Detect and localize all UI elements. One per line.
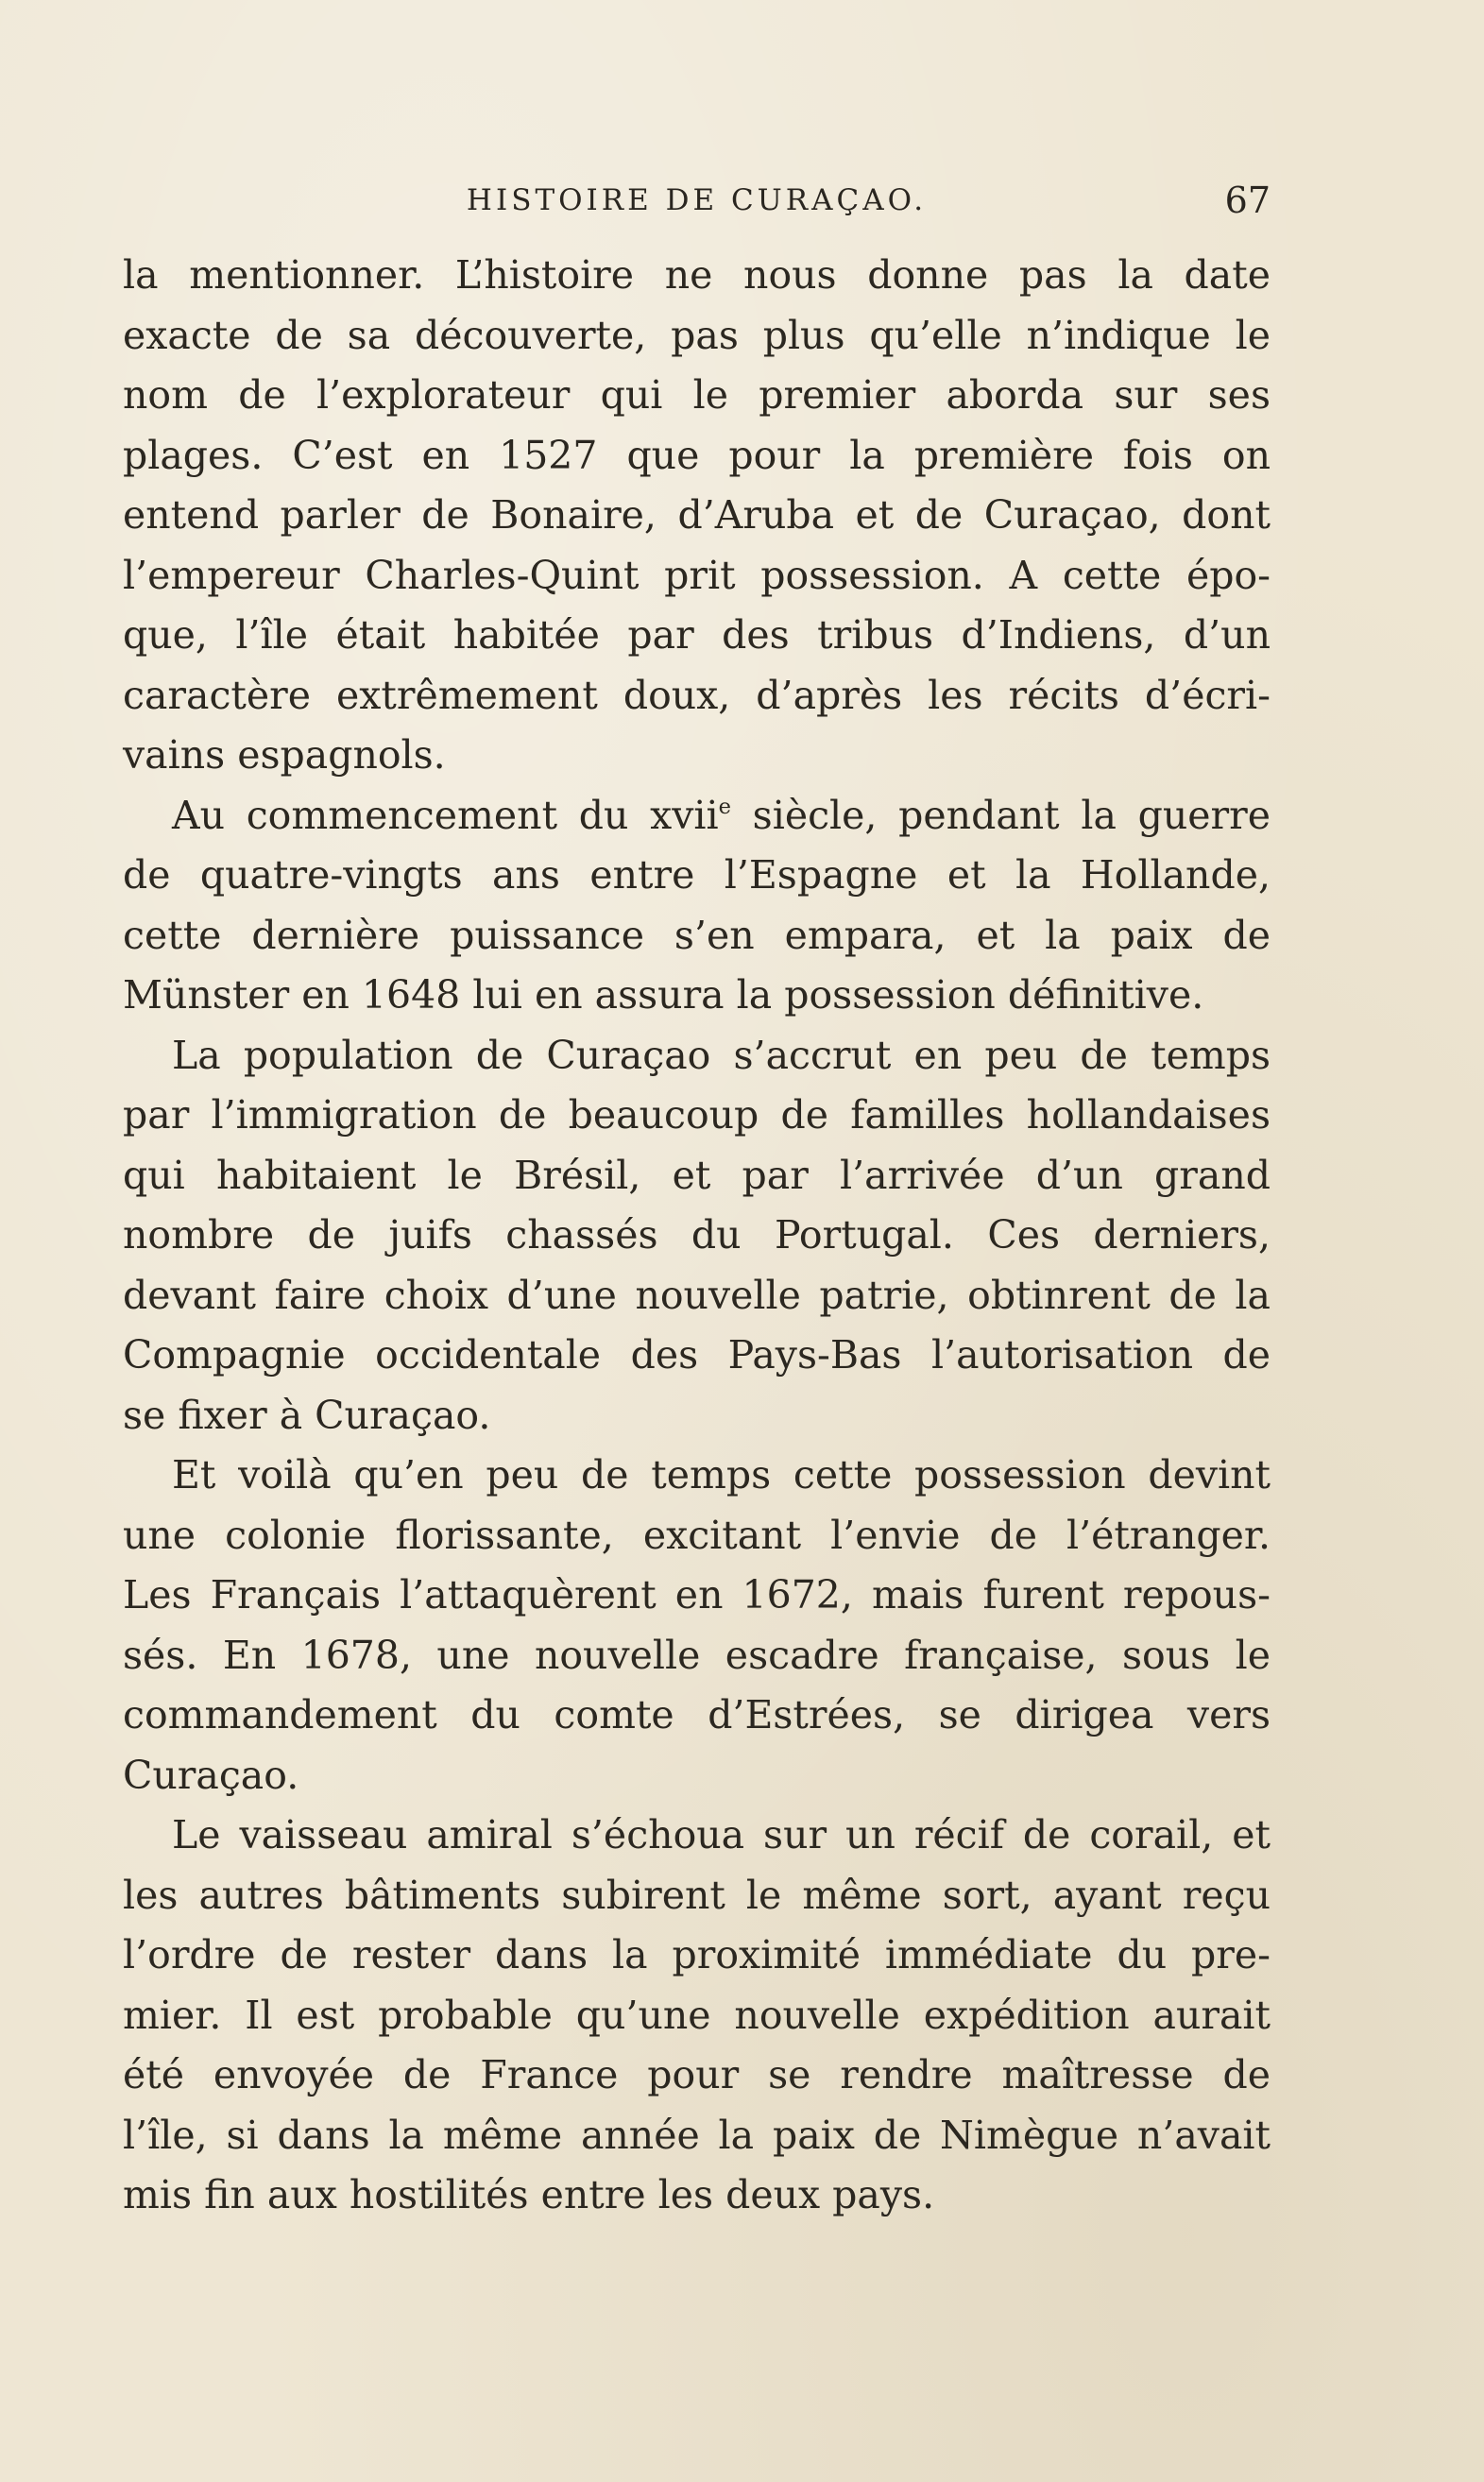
superscript: e — [718, 794, 731, 819]
paragraph — [123, 1446, 1271, 1806]
text-line: par l’immigration de beaucoup de familles hollandaises — [123, 1092, 1271, 1138]
text-line: que, l’île était habitée par des tribus d’Indiens, d’un — [123, 612, 1271, 658]
text-line: Le vaisseau amiral s’échoua sur un récif de corail, et — [172, 1812, 1271, 1857]
text-line: sés. En 1678, une nouvelle escadre française, sous le — [123, 1632, 1271, 1678]
paragraph — [123, 786, 1271, 1026]
text-line — [123, 786, 1271, 847]
text-line: Münster en 1648 lui en assura la possession définitive. — [123, 972, 1204, 1018]
text-line: de quatre-vingts ans entre l’Espagne et la Hollande, — [123, 852, 1271, 898]
text-line: Les Français l’attaquèrent en 1672, mais furent repous- — [123, 1572, 1271, 1618]
text-fragment: siècle, pendant la guerre — [730, 792, 1271, 838]
text-line: Curaçao. — [123, 1752, 299, 1798]
text-line: caractère extrêmement doux, d’après les récits d’écri- — [123, 672, 1271, 718]
running-title: HISTOIRE DE CURAÇAO. — [466, 183, 928, 217]
text-line: nombre de juifs chassés du Portugal. Ces derniers, — [123, 1212, 1271, 1258]
body-text — [123, 246, 1271, 2226]
paragraph — [123, 246, 1271, 786]
text-line: nom de l’explorateur qui le premier aborda sur ses — [123, 372, 1271, 418]
text-line: été envoyée de France pour se rendre maîtresse de — [123, 2052, 1271, 2097]
text-line: entend parler de Bonaire, d’Aruba et de Curaçao, dont — [123, 492, 1271, 538]
text-line: mier. Il est probable qu’une nouvelle expédition aurait — [123, 1992, 1271, 2038]
text-line: l’ordre de rester dans la proximité immédiate du pre- — [123, 1932, 1271, 1977]
text-line: qui habitaient le Brésil, et par l’arrivée d’un grand — [123, 1152, 1271, 1198]
text-line: se fixer à Curaçao. — [123, 1392, 491, 1438]
text-line: plages. C’est en 1527 que pour la première fois on — [123, 432, 1271, 478]
paragraph — [123, 1806, 1271, 2226]
text-line: mis fin aux hostilités entre les deux pays. — [123, 2172, 935, 2217]
text-line: la mentionner. L’histoire ne nous donne pas la date — [123, 252, 1271, 298]
text-line: l’île, si dans la même année la paix de Nimègue n’avait — [123, 2112, 1271, 2158]
text-line: exacte de sa découverte, pas plus qu’elle n’indique le — [123, 312, 1271, 358]
text-fragment: Au commencement du xvii — [172, 792, 719, 838]
text-line: devant faire choix d’une nouvelle patrie, obtinrent de la — [123, 1272, 1271, 1318]
page-number: 67 — [1224, 180, 1271, 221]
text-line: l’empereur Charles-Quint prit possession. A cette épo- — [123, 552, 1271, 598]
text-line: La population de Curaçao s’accrut en peu de temps — [172, 1032, 1271, 1078]
text-line: les autres bâtiments subirent le même sort, ayant reçu — [123, 1872, 1271, 1918]
text-line: cette dernière puissance s’en empara, et la paix de — [123, 912, 1271, 958]
text-line: Compagnie occidentale des Pays-Bas l’autorisation de — [123, 1332, 1271, 1378]
page-header — [123, 180, 1271, 225]
text-line: vains espagnols. — [123, 732, 446, 778]
paragraph — [123, 1026, 1271, 1446]
text-line: Et voilà qu’en peu de temps cette possession devint — [172, 1452, 1271, 1498]
text-line: une colonie florissante, excitant l’envie de l’étranger. — [123, 1512, 1271, 1558]
text-line: commandement du comte d’Estrées, se dirigea vers — [123, 1692, 1271, 1737]
